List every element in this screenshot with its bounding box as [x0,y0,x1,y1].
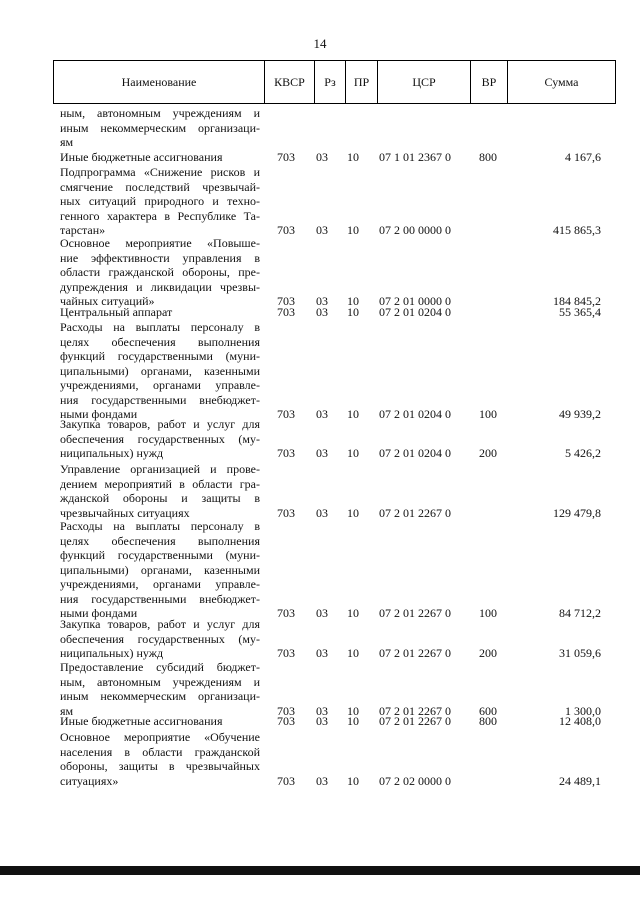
row-csr: 07 1 01 2367 0 [379,150,451,164]
scan-bottom-edge [0,866,640,875]
row-pr: 10 [347,646,359,660]
row-vr: 100 [479,407,497,421]
row-name-line: смягчение последствий чрезвычай- [60,179,260,194]
header-name: Наименование [121,74,197,89]
row-sum: 24 489,1 [559,773,601,788]
row-pr: 10 [347,606,359,620]
row-name-line: чрезвычайных ситуациях [60,505,190,520]
row-vr: 200 [479,446,497,460]
row-rz: 03 [316,505,328,520]
row-name-line: Закупка товаров, работ и услуг для [60,417,260,431]
row-vr: 800 [479,150,497,164]
row-csr: 07 2 01 0000 0 [379,294,451,308]
row-pr: 10 [347,703,359,718]
row-sum: 415 865,3 [553,223,601,237]
row-kvsr: 703 [277,150,295,164]
row-sum: 12 408,0 [559,714,601,728]
header-sum: Сумма [507,61,615,103]
row-kvsr: 703 [277,606,295,620]
row-kvsr: 703 [277,305,295,319]
row-name-line: области гражданской обороны, пре- [60,265,260,279]
row-kvsr: 703 [277,505,295,520]
row-pr: 10 [347,294,359,308]
row-csr: 07 2 01 0204 0 [379,305,451,319]
row-sum: 129 479,8 [553,505,601,520]
row-pr: 10 [347,714,359,728]
row-rz: 03 [316,305,328,319]
row-kvsr: 703 [277,773,295,788]
row-name-line: чайных ситуаций» [60,294,155,308]
row-name-line: Подпрограмма «Снижение рисков и [60,165,260,179]
row-name-line: ния государственными внебюджет- [60,591,260,606]
row-pr: 10 [347,446,359,460]
row-name [60,660,260,718]
row-name-line: учреждениями, органами управле- [60,378,260,392]
row-sum: 84 712,2 [559,606,601,620]
row-name-line: тарстан» [60,223,106,237]
row-name-line: населения в области гражданской [60,744,260,759]
row-kvsr: 703 [277,446,295,460]
row-name-line: дупреждения и ликвидации чрезвы- [60,279,260,294]
row-name [60,106,260,150]
row-kvsr: 703 [277,294,295,308]
row-csr: 07 2 01 0204 0 [379,446,451,460]
row-name [60,519,260,621]
row-csr: 07 2 02 0000 0 [379,773,451,788]
row-pr: 10 [347,505,359,520]
row-name [60,714,260,729]
row-name-line: ными фондами [60,606,138,620]
row-rz: 03 [316,407,328,421]
row-kvsr: 703 [277,703,295,718]
row-name-line: Расходы на выплаты персоналу в [60,320,260,334]
row-name-line: Предоставление субсидий бюджет- [60,660,260,674]
row-name-line: обеспечения государственных (му- [60,631,260,646]
row-sum: 55 365,4 [559,305,601,319]
row-vr: 200 [479,646,497,660]
row-name-line: Основное мероприятие «Повыше- [60,236,260,250]
row-rz: 03 [316,446,328,460]
row-pr: 10 [347,305,359,319]
row-name-line: Центральный аппарат [60,305,173,319]
row-csr: 07 2 01 2267 0 [379,505,451,520]
row-name-line: иным некоммерческим организаци- [60,689,260,703]
row-name [60,320,260,422]
row-name [60,150,260,165]
row-name [60,462,260,520]
row-name-line: ниципальных) нужд [60,646,164,660]
row-name-line: ям [60,135,74,149]
row-name-line: ципальными) органами, казенными [60,363,260,378]
row-name-line: учреждениями, органами управле- [60,577,260,591]
row-csr: 07 2 01 2267 0 [379,703,451,718]
row-sum: 49 939,2 [559,407,601,421]
row-name-line: дением мероприятий в области гра- [60,476,260,491]
row-csr: 07 2 01 2267 0 [379,714,451,728]
row-vr: 100 [479,606,497,620]
row-name-line: Иные бюджетные ассигнования [60,714,223,728]
row-name-line: целях обеспечения выполнения [60,533,260,548]
row-name-line: ние эффективности управления в [60,250,260,265]
row-name-line: ния государственными внебюджет- [60,392,260,407]
row-pr: 10 [347,223,359,237]
header-csr: ЦСР [377,61,470,103]
row-rz: 03 [316,150,328,164]
row-kvsr: 703 [277,223,295,237]
row-sum: 4 167,6 [565,150,601,164]
row-name-line: ям [60,703,74,718]
row-kvsr: 703 [277,714,295,728]
row-sum: 5 426,2 [565,446,601,460]
row-name [60,236,260,309]
row-name-line: ными фондами [60,407,138,421]
row-vr: 800 [479,714,497,728]
row-name-line: жданской обороны и защиты в [60,491,260,505]
row-name-line: функций государственными (муни- [60,548,260,562]
page-number: 14 [313,36,327,51]
row-csr: 07 2 01 2267 0 [379,646,451,660]
row-pr: 10 [347,773,359,788]
row-name [60,617,260,661]
row-name-line: Расходы на выплаты персоналу в [60,519,260,533]
row-rz: 03 [316,606,328,620]
row-pr: 10 [347,407,359,421]
row-rz: 03 [316,223,328,237]
row-name-line: функций государственными (муни- [60,349,260,363]
row-csr: 07 2 00 0000 0 [379,223,451,237]
row-sum: 184 845,2 [553,294,601,308]
row-vr: 600 [479,703,497,718]
row-name-line: ным, автономным учреждениям и [60,106,260,120]
row-sum: 1 300,0 [565,703,601,718]
row-name [60,730,260,788]
row-name-line: обеспечения государственных (му- [60,431,260,446]
row-name-line: Закупка товаров, работ и услуг для [60,617,260,631]
row-sum: 31 059,6 [559,646,601,660]
row-name [60,165,260,238]
header-pr: ПР [345,61,377,103]
row-name-line: генного характера в Республике Та- [60,208,260,223]
row-name-line: Основное мероприятие «Обучение [60,730,260,744]
row-name-line: ситуациях» [60,773,119,788]
row-rz: 03 [316,646,328,660]
row-pr: 10 [347,150,359,164]
row-name [60,305,260,320]
row-name-line: ципальными) органами, казенными [60,562,260,577]
row-name-line: ным, автономным учреждениям и [60,674,260,689]
row-name-line: обороны, защиты в чрезвычайных [60,759,260,773]
row-name-line: целях обеспечения выполнения [60,334,260,349]
row-name-line: ниципальных) нужд [60,446,164,460]
row-rz: 03 [316,703,328,718]
row-name [60,417,260,461]
row-kvsr: 703 [277,646,295,660]
row-csr: 07 2 01 2267 0 [379,606,451,620]
header-vr: ВР [470,61,507,103]
row-csr: 07 2 01 0204 0 [379,407,451,421]
row-name-line: Иные бюджетные ассигнования [60,150,223,164]
row-rz: 03 [316,714,328,728]
row-rz: 03 [316,294,328,308]
row-name-line: Управление организацией и прове- [60,462,260,476]
row-kvsr: 703 [277,407,295,421]
header-rz: Рз [314,61,345,103]
row-name-line: ных ситуаций природного и техно- [60,194,260,208]
row-name-line: иным некоммерческим организаци- [60,120,260,135]
header-kvsr: КВСР [264,61,314,103]
row-rz: 03 [316,773,328,788]
